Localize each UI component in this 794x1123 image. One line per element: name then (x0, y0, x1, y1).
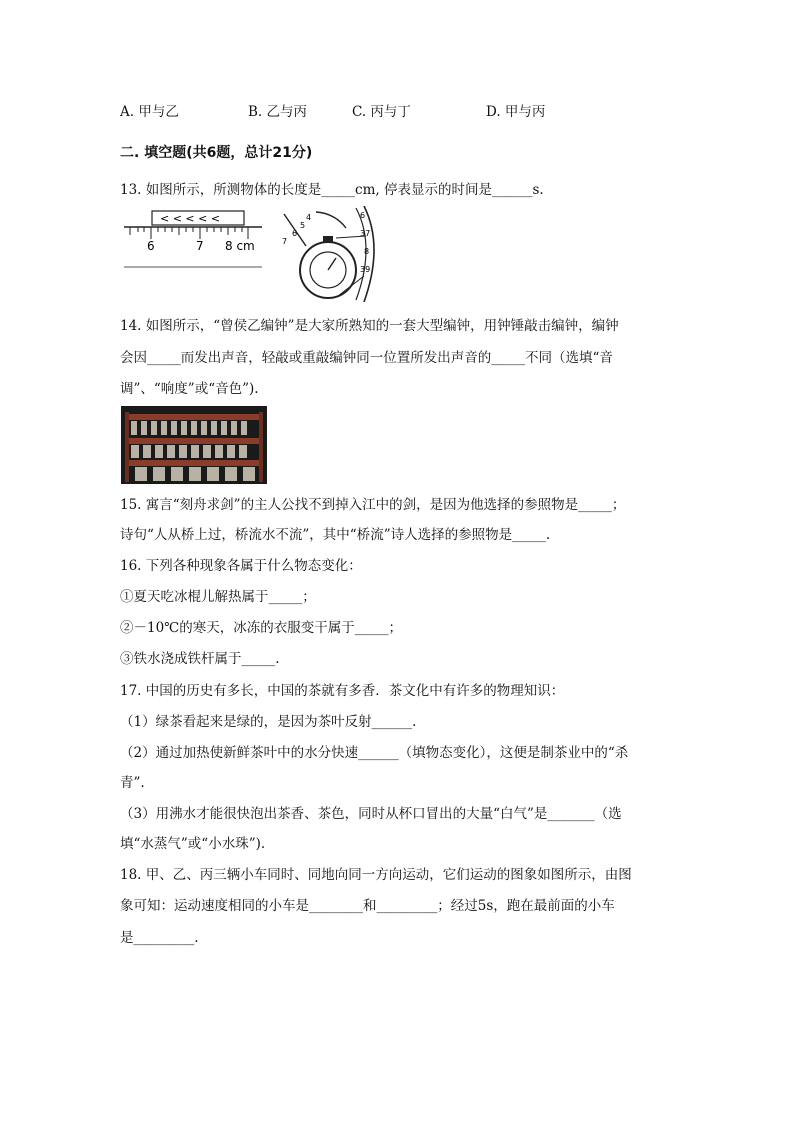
q14-line-3: 调”、“响度”或“音色”). (120, 381, 259, 397)
svg-text:8: 8 (364, 247, 370, 256)
q17-line-3: （2）通过加热使新鲜茶叶中的水分快速______（填物态变化），这便是制茶业中的“杀 (120, 745, 629, 761)
q17-line-6: 填“水蒸气”或“小水珠”). (120, 836, 266, 852)
q15-line-1: 15. 寓言“刻舟求剑”的主人公找不到掉入江中的剑，是因为他选择的参照物是_____； (120, 497, 626, 513)
ruler-tick-7: 7 (196, 239, 204, 253)
section-title: 二. 填空题(共6题，总计21分) (120, 145, 313, 161)
option-b: B. 乙与丙 (248, 104, 308, 120)
svg-text:4: 4 (306, 213, 312, 222)
q17-line-2: （1）绿茶看起来是绿的，是因为茶叶反射______. (120, 714, 417, 730)
q14-line-2: 会因_____而发出声音，轻敲或重敲编钟同一位置所发出声音的_____不同（选填“音 (120, 350, 613, 366)
ruler-figure (122, 205, 264, 269)
bells-image (121, 406, 267, 484)
svg-text:5: 5 (300, 221, 306, 230)
q16-line-3: ②－10℃的寒天，冰冻的衣服变干属于_____； (120, 620, 403, 636)
option-c: C. 丙与丁 (352, 104, 411, 120)
q16-line-2: ①夏天吃冰棍儿解热属于_____； (120, 589, 316, 605)
ruler-tick-8: 8 cm (225, 239, 255, 253)
q14-line-1: 14. 如图所示，“曾侯乙编钟”是大家所熟知的一套大型编钟，用钟锤敲击编钟，编钟 (120, 318, 619, 334)
q16-line-1: 16. 下列各种现象各属于什么物态变化： (120, 558, 362, 574)
svg-text:6: 6 (360, 211, 366, 220)
svg-text:39: 39 (360, 265, 371, 274)
option-d: D. 甲与丙 (486, 104, 546, 120)
svg-text:37: 37 (360, 229, 371, 238)
q16-line-4: ③铁水浇成铁杆属于_____. (120, 651, 280, 667)
q18-line-2: 象可知：运动速度相同的小车是________和_________；经过5s，跑在最前面的小车 (120, 898, 615, 914)
q13-text: 13. 如图所示，所测物体的长度是_____cm, 停表显示的时间是______s. (120, 182, 544, 198)
svg-text:< < < < <: < < < < < (160, 212, 221, 225)
option-a: A. 甲与乙 (120, 104, 179, 120)
svg-text:6: 6 (292, 229, 298, 238)
ruler-tick-6: 6 (147, 239, 155, 253)
svg-text:7: 7 (282, 237, 288, 246)
q15-line-2: 诗句“人从桥上过，桥流水不流”，其中“桥流”诗人选择的参照物是_____. (120, 527, 551, 543)
q17-line-4: 青”. (120, 775, 145, 791)
stopwatch-figure (276, 206, 386, 302)
q18-line-3: 是_________. (120, 930, 199, 946)
q18-line-1: 18. 甲、乙、丙三辆小车同时、同地向同一方向运动，它们运动的图象如图所示，由图 (120, 867, 632, 883)
q17-line-5: （3）用沸水才能很快泡出茶香、茶色，同时从杯口冒出的大量“白气”是_______（选 (120, 806, 622, 822)
q17-line-1: 17. 中国的历史有多长，中国的茶就有多香．茶文化中有许多的物理知识： (120, 683, 565, 699)
